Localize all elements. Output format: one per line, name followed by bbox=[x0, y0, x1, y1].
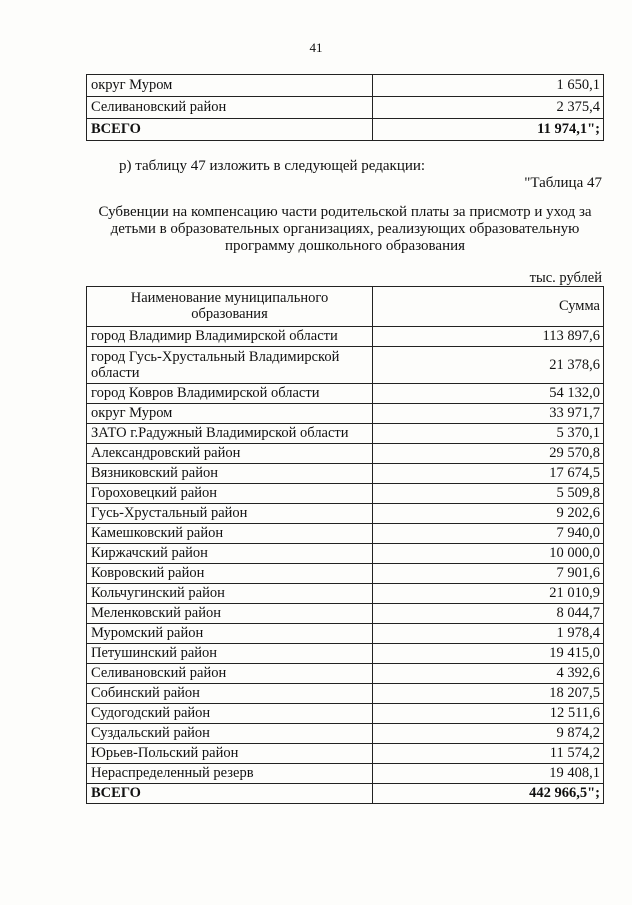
table-row bbox=[87, 764, 604, 784]
table-row bbox=[87, 744, 604, 764]
table-row bbox=[87, 384, 604, 404]
table-row bbox=[87, 724, 604, 744]
row-value: 2 375,4 bbox=[373, 97, 604, 119]
total-row bbox=[87, 119, 604, 141]
row-name: Гороховецкий район bbox=[87, 484, 373, 504]
row-name: Ковровский район bbox=[87, 564, 373, 584]
row-name: Вязниковский район bbox=[87, 464, 373, 484]
row-value: 12 511,6 bbox=[373, 704, 604, 724]
page-number: 41 bbox=[309, 40, 323, 55]
table-row bbox=[87, 444, 604, 464]
row-name: Судогодский район bbox=[87, 704, 373, 724]
row-value: 7 901,6 bbox=[373, 564, 604, 584]
row-value: 7 940,0 bbox=[373, 524, 604, 544]
row-value: 19 415,0 bbox=[373, 644, 604, 664]
table-row bbox=[87, 564, 604, 584]
row-name: Гусь-Хрустальный район bbox=[87, 504, 373, 524]
row-value: 5 509,8 bbox=[373, 484, 604, 504]
instruction-text: р) таблицу 47 изложить в следующей редакции: bbox=[119, 158, 426, 174]
row-name: Александровский район bbox=[87, 444, 373, 464]
total-value: 442 966,5"; bbox=[373, 784, 604, 804]
row-name: город Владимир Владимирской области bbox=[87, 327, 373, 347]
total-label: ВСЕГО bbox=[87, 119, 373, 141]
row-name: Кольчугинский район bbox=[87, 584, 373, 604]
row-name: Камешковский район bbox=[87, 524, 373, 544]
table-row bbox=[87, 424, 604, 444]
row-name: Селивановский район bbox=[87, 97, 373, 119]
total-label: ВСЕГО bbox=[87, 784, 373, 804]
row-value: 1 978,4 bbox=[373, 624, 604, 644]
table-number: "Таблица 47 bbox=[524, 175, 602, 191]
row-name: Нераспределенный резерв bbox=[87, 764, 373, 784]
row-value: 9 202,6 bbox=[373, 504, 604, 524]
total-row bbox=[87, 784, 604, 804]
row-name: округ Муром bbox=[87, 75, 373, 97]
row-value: 54 132,0 bbox=[373, 384, 604, 404]
units-label: тыс. рублей bbox=[529, 270, 602, 286]
row-name: Селивановский район bbox=[87, 664, 373, 684]
table-row bbox=[87, 97, 604, 119]
row-name: Петушинский район bbox=[87, 644, 373, 664]
header-sum: Сумма bbox=[373, 287, 604, 327]
table-row bbox=[87, 504, 604, 524]
table-row bbox=[87, 624, 604, 644]
row-value: 33 971,7 bbox=[373, 404, 604, 424]
table-row bbox=[87, 544, 604, 564]
table-row bbox=[87, 524, 604, 544]
table-row bbox=[87, 664, 604, 684]
row-value: 5 370,1 bbox=[373, 424, 604, 444]
table-row bbox=[87, 644, 604, 664]
row-value: 21 378,6 bbox=[373, 347, 604, 384]
row-value: 1 650,1 bbox=[373, 75, 604, 97]
table-row bbox=[87, 684, 604, 704]
row-value: 21 010,9 bbox=[373, 584, 604, 604]
row-name: Собинский район bbox=[87, 684, 373, 704]
row-value: 11 574,2 bbox=[373, 744, 604, 764]
row-name: Меленковский район bbox=[87, 604, 373, 624]
row-value: 10 000,0 bbox=[373, 544, 604, 564]
row-value: 4 392,6 bbox=[373, 664, 604, 684]
row-name: округ Муром bbox=[87, 404, 373, 424]
table-row bbox=[87, 584, 604, 604]
table-row bbox=[87, 484, 604, 504]
row-name: Суздальский район bbox=[87, 724, 373, 744]
row-name: Муромский район bbox=[87, 624, 373, 644]
continued-table bbox=[86, 74, 604, 141]
table-row bbox=[87, 404, 604, 424]
row-name: город Гусь-Хрустальный Владимирской области bbox=[87, 347, 373, 384]
header-name: Наименование муниципального образования bbox=[87, 287, 373, 327]
row-name: город Ковров Владимирской области bbox=[87, 384, 373, 404]
table-row bbox=[87, 604, 604, 624]
total-value: 11 974,1"; bbox=[373, 119, 604, 141]
row-value: 9 874,2 bbox=[373, 724, 604, 744]
row-value: 18 207,5 bbox=[373, 684, 604, 704]
table-title: Субвенции на компенсацию части родительской платы за присмотр и уход за детьми в образовательных организациях, реализующих образовательную программу дошкольного образования bbox=[98, 204, 592, 254]
row-value: 113 897,6 bbox=[373, 327, 604, 347]
table-row bbox=[87, 464, 604, 484]
row-value: 17 674,5 bbox=[373, 464, 604, 484]
row-name: Юрьев-Польский район bbox=[87, 744, 373, 764]
row-value: 19 408,1 bbox=[373, 764, 604, 784]
table-row bbox=[87, 347, 604, 384]
table-row bbox=[87, 75, 604, 97]
table-header-row bbox=[87, 287, 604, 327]
row-value: 8 044,7 bbox=[373, 604, 604, 624]
subsidy-table bbox=[86, 286, 604, 804]
table-row bbox=[87, 327, 604, 347]
row-name: ЗАТО г.Радужный Владимирской области bbox=[87, 424, 373, 444]
table-row bbox=[87, 704, 604, 724]
row-value: 29 570,8 bbox=[373, 444, 604, 464]
row-name: Киржачский район bbox=[87, 544, 373, 564]
